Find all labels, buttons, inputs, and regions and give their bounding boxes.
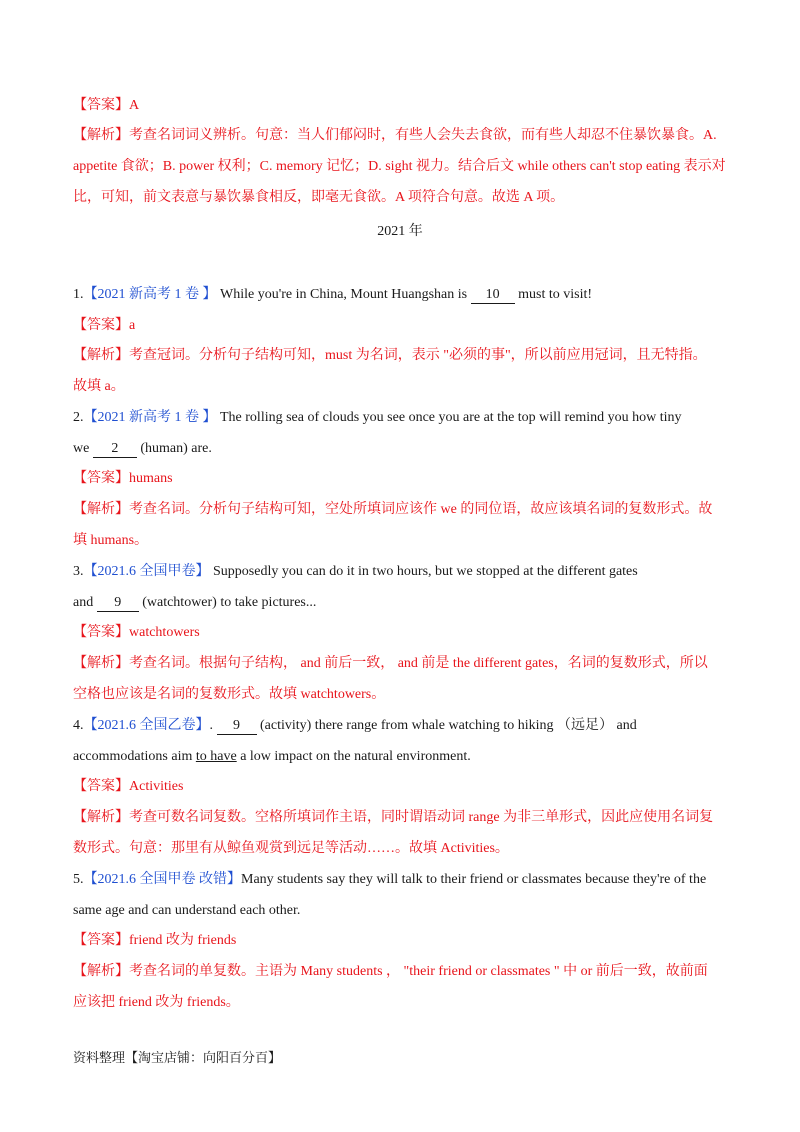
question-4-line-1 [73, 716, 729, 736]
question-4-text-line-2-after: a low impact on the natural environment. [236, 749, 471, 764]
question-1-explanation-line-2: 故填 a。 [73, 379, 125, 394]
question-2-line-2 [73, 439, 729, 459]
page-footer: 资料整理【淘宝店铺：向阳百分百】 [73, 1050, 282, 1065]
question-1 [73, 285, 729, 305]
question-4-explanation-line-1: 【解析】考查可数名词复数。空格所填词作主语，同时谓语动词 range 为非三单形式，因此应使用名词复 [73, 810, 714, 825]
question-3-number: 3. [73, 564, 84, 579]
question-3-line-1 [73, 562, 729, 582]
question-5-line-1 [73, 870, 729, 890]
question-1-blank: 10 [471, 287, 515, 304]
question-5-answer: 【答案】friend 改为 friends [73, 933, 237, 948]
question-5-text-line-1: Many students say they will talk to their friend or classmates because they're of the [241, 872, 707, 887]
question-3-text-before: and [73, 595, 97, 610]
question-2-explanation-line-1: 【解析】考查名词。分析句子结构可知，空处所填词应该作 we 的同位语，故应该填名词的复数形式。故 [73, 502, 713, 517]
question-2-line-1 [73, 408, 729, 428]
question-3-line-2 [73, 593, 729, 613]
question-1-text-after: must to visit! [514, 287, 593, 302]
intro-answer: 【答案】A [73, 98, 140, 113]
question-3-explanation-line-1: 【解析】考查名词。根据句子结构， and 前后一致， and 前是 the different gates，名词的复数形式，所以 [73, 656, 708, 671]
question-3-text-line-1: Supposedly you can do it in two hours, but we stopped at the different gates [209, 564, 638, 579]
question-5-line-2: same age and can understand each other. [73, 903, 301, 918]
question-5-source: 【2021.6 全国甲卷 改错】 [83, 872, 241, 887]
question-1-explanation-line-1: 【解析】考查冠词。分析句子结构可知，must 为名词，表示 "必须的事"，所以前应用冠词，且无特指。 [73, 348, 707, 363]
question-4-line-2 [73, 747, 729, 767]
question-2-number: 2. [73, 410, 84, 425]
question-4-underlined-phrase: to have [195, 749, 237, 764]
intro-explanation-line-1: 【解析】考查名词词义辨析。句意：当人们郁闷时，有些人会失去食欲，而有些人却忍不住暴饮暴食。A. [73, 128, 717, 143]
question-4-blank: 9 [217, 718, 257, 735]
year-heading: 2021 年 [377, 224, 423, 239]
question-1-text-before: While you're in China, Mount Huangshan is [216, 287, 471, 302]
question-5-explanation-line-1: 【解析】考查名词的单复数。主语为 Many students ， "their friend or classmates " 中 or 前后一致，故前面 [73, 964, 708, 979]
question-4-source: 【2021.6 全国乙卷】 [83, 718, 210, 733]
question-4-text-line-2-before: accommodations aim [73, 749, 196, 764]
question-3-blank: 9 [97, 595, 139, 612]
question-3-text-after: (watchtower) to take pictures... [138, 595, 317, 610]
question-3-source: 【2021.6 全国甲卷】 [83, 564, 210, 579]
intro-explanation-line-2: appetite 食欲；B. power 权利；C. memory 记忆；D. sight 视力。结合后文 while others can't stop eating 表示对 [73, 159, 726, 174]
question-2-source: 【2021 新高考 1 卷 】 [83, 410, 217, 425]
question-1-number: 1. [73, 287, 84, 302]
question-4-text-mid: . [209, 718, 217, 733]
question-2-explanation-line-2: 填 humans。 [73, 533, 149, 548]
question-3-explanation-line-2: 空格也应该是名词的复数形式。故填 watchtowers。 [73, 687, 386, 702]
intro-explanation-line-3: 比，可知，前文表意与暴饮暴食相反，即毫无食欲。A 项符合句意。故选 A 项。 [73, 190, 565, 205]
question-1-answer: 【答案】a [73, 318, 136, 333]
question-4-number: 4. [73, 718, 84, 733]
question-5-number: 5. [73, 872, 84, 887]
question-2-answer: 【答案】humans [73, 471, 173, 486]
question-5-explanation-line-2: 应该把 friend 改为 friends。 [73, 995, 240, 1010]
question-4-text-after: (activity) there range from whale watching to hiking （远足） and [256, 718, 637, 733]
question-2-text-line-1: The rolling sea of clouds you see once you are at the top will remind you how tiny [216, 410, 682, 425]
question-2-blank: 2 [93, 441, 137, 458]
question-3-answer: 【答案】watchtowers [73, 625, 200, 640]
question-1-source: 【2021 新高考 1 卷 】 [83, 287, 217, 302]
question-4-explanation-line-2: 数形式。句意：那里有从鲸鱼观赏到远足等活动……。故填 Activities。 [73, 841, 509, 856]
question-2-text-after: (human) are. [136, 441, 212, 456]
question-2-text-before: we [73, 441, 93, 456]
question-4-answer: 【答案】Activities [73, 779, 184, 794]
